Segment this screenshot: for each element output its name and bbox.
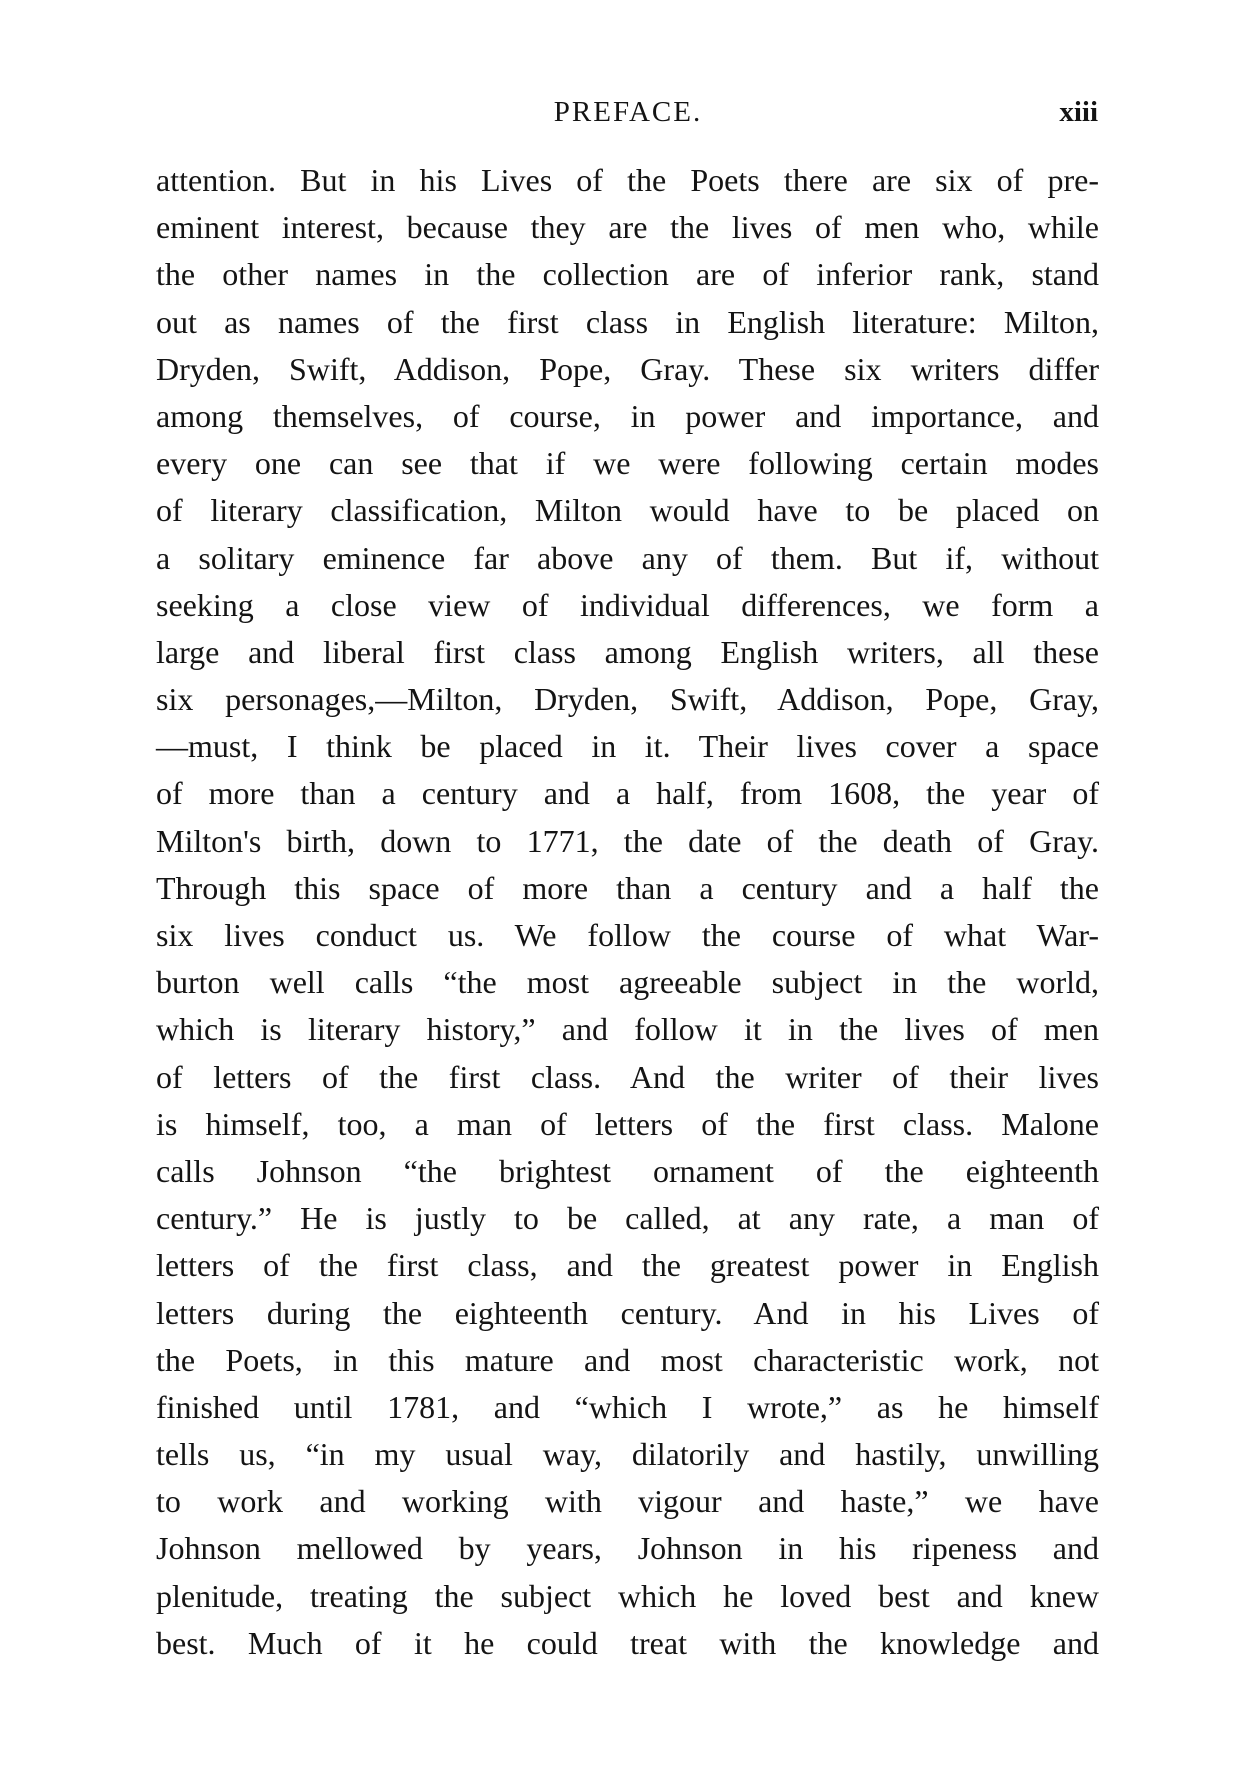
text-line: six personages,—Milton, Dryden, Swift, Addison, Pope, Gray,	[156, 681, 1099, 718]
text-line: —must, I think be placed in it. Their lives cover a space	[156, 728, 1099, 765]
text-line: every one can see that if we were following certain modes	[156, 445, 1099, 482]
text-line: of letters of the first class. And the writer of their lives	[156, 1058, 1099, 1095]
text-line: out as names of the first class in English literature: Milton,	[156, 303, 1099, 340]
text-line: Through this space of more than a century and a half the	[156, 869, 1099, 906]
text-line: the other names in the collection are of inferior rank, stand	[156, 256, 1099, 293]
body-text	[156, 157, 1099, 1667]
text-line: of more than a century and a half, from 1608, the year of	[156, 775, 1099, 812]
text-line: eminent interest, because they are the lives of men who, while	[156, 209, 1099, 246]
text-line: letters during the eighteenth century. And in his Lives of	[156, 1294, 1099, 1331]
text-line: century.” He is justly to be called, at any rate, a man of	[156, 1200, 1099, 1237]
text-line: of literary classification, Milton would have to be placed on	[156, 492, 1099, 529]
text-line: letters of the first class, and the greatest power in English	[156, 1247, 1099, 1284]
text-line: six lives conduct us. We follow the course of what War-	[156, 917, 1099, 953]
text-line: which is literary history,” and follow it in the lives of men	[156, 1011, 1099, 1048]
text-line: seeking a close view of individual differences, we form a	[156, 586, 1099, 623]
text-line: tells us, “in my usual way, dilatorily and hastily, unwilling	[156, 1436, 1099, 1473]
text-line: burton well calls “the most agreeable subject in the world,	[156, 964, 1099, 1001]
text-line: large and liberal first class among English writers, all these	[156, 633, 1099, 670]
text-line: calls Johnson “the brightest ornament of the eighteenth	[156, 1152, 1099, 1189]
page-number: xiii	[1059, 96, 1098, 128]
text-line: plenitude, treating the subject which he loved best and knew	[156, 1577, 1099, 1614]
text-line: is himself, too, a man of letters of the first class. Malone	[156, 1105, 1099, 1142]
text-line: a solitary eminence far above any of them. But if, without	[156, 539, 1099, 576]
text-line: attention. But in his Lives of the Poets there are six of pre-	[156, 162, 1099, 198]
running-head	[158, 92, 1098, 132]
text-line: finished until 1781, and “which I wrote,” as he himself	[156, 1388, 1099, 1425]
page-title: PREFACE.	[553, 96, 703, 128]
text-line: Dryden, Swift, Addison, Pope, Gray. These six writers differ	[156, 350, 1099, 387]
text-line: best. Much of it he could treat with the knowledge and	[156, 1624, 1099, 1661]
text-line: Johnson mellowed by years, Johnson in his ripeness and	[156, 1530, 1099, 1567]
text-line: Milton's birth, down to 1771, the date of the death of Gray.	[156, 822, 1099, 859]
text-line: among themselves, of course, in power and importance, and	[156, 397, 1099, 434]
text-line: the Poets, in this mature and most characteristic work, not	[156, 1341, 1099, 1378]
text-line: to work and working with vigour and haste,” we have	[156, 1483, 1099, 1520]
